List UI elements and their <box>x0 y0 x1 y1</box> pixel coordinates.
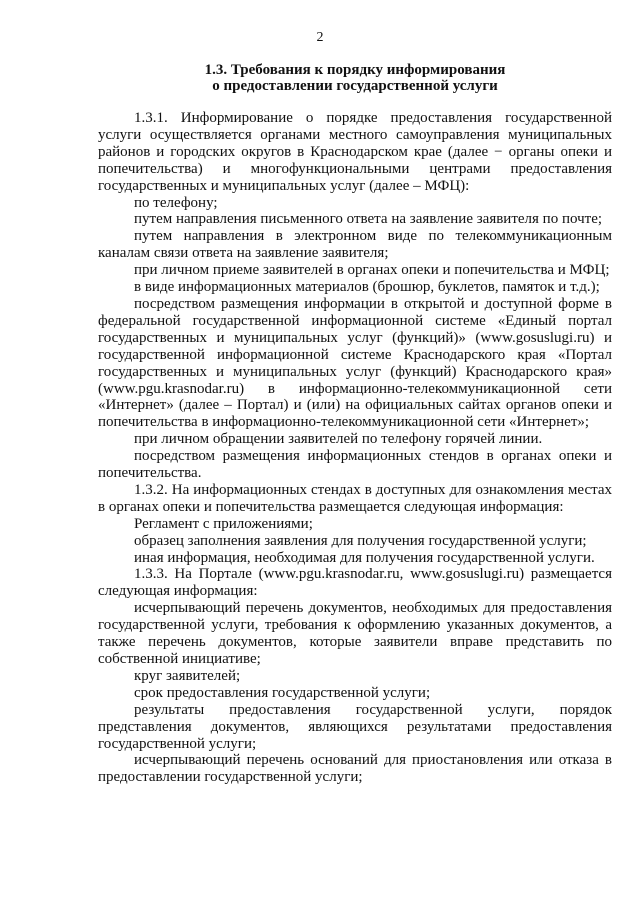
paragraph: круг заявителей; <box>134 667 241 684</box>
paragraph: посредством размещения информационных стендов в органах опеки и попечительства. <box>98 448 612 482</box>
paragraph: в виде информационных материалов (брошюр, буклетов, памяток и т.д.); <box>134 279 600 296</box>
paragraph: иная информация, необходимая для получения государственной услуги. <box>134 549 595 566</box>
paragraph: исчерпывающий перечень оснований для приостановления или отказа в предоставлении государственной услуги; <box>98 752 612 786</box>
paragraph: 1.3.3. На Портале (www.pgu.krasnodar.ru, www.gosuslugi.ru) размещается следующая информация: <box>98 566 612 600</box>
section-title-line-1: 1.3. Требования к порядку информирования <box>204 62 506 78</box>
paragraph: 1.3.2. На информационных стендах в доступных для ознакомления местах в органах опеки и попечительства размещается следующая информация: <box>98 481 612 515</box>
paragraph: результаты предоставления государственной услуги, порядок представления документов, являющихся результатами предоставления государственной услуги; <box>98 701 612 752</box>
paragraph: Регламент с приложениями; <box>134 515 313 532</box>
paragraph: 1.3.1. Информирование о порядке предоставления государственной услуги осуществляется органами местного самоуправления муниципальных районов и городских округов в Краснодарском крае (далее − органы опеки и попечительства) и многофункциональными центрами предоставления государственных и муниципальных услуг (далее – МФЦ): <box>98 110 612 194</box>
paragraph: путем направления в электронном виде по телекоммуникационным каналам связи ответа на заявление заявителя; <box>98 228 612 262</box>
paragraph: по телефону; <box>134 194 218 211</box>
paragraph: срок предоставления государственной услуги; <box>134 684 431 701</box>
paragraph: посредством размещения информации в открытой и доступной форме в федеральной государственной информационной системе «Единый портал государственных и муниципальных услуг (функций)» (www.gosuslugi.ru) и государственной информационной системе Краснодарского края «Портал государственных и муниципальных услуг (функций) Краснодарского края» (www.pgu.krasnodar.ru) в информационно-телекоммуникационной сети «Интернет» (далее – Портал) и (или) на официальных сайтах органов опеки и попечительства в информационно-телекоммуникационной сети «Интернет»; <box>98 295 612 431</box>
paragraph: при личном приеме заявителей в органах опеки и попечительства и МФЦ; <box>134 262 610 279</box>
section-heading <box>98 62 612 94</box>
section-title-line-2: о предоставлении государственной услуги <box>212 78 498 94</box>
paragraph: исчерпывающий перечень документов, необходимых для предоставления государственной услуги, требования к оформлению указанных документов, а также перечень документов, которые заявители вправе представить по собственной инициативе; <box>98 600 612 667</box>
paragraph: путем направления письменного ответа на заявление заявителя по почте; <box>134 211 603 228</box>
document-body <box>98 110 612 786</box>
page-number: 2 <box>316 30 324 45</box>
paragraph: при личном обращении заявителей по телефону горячей линии. <box>134 431 543 448</box>
paragraph: образец заполнения заявления для получения государственной услуги; <box>134 532 587 549</box>
